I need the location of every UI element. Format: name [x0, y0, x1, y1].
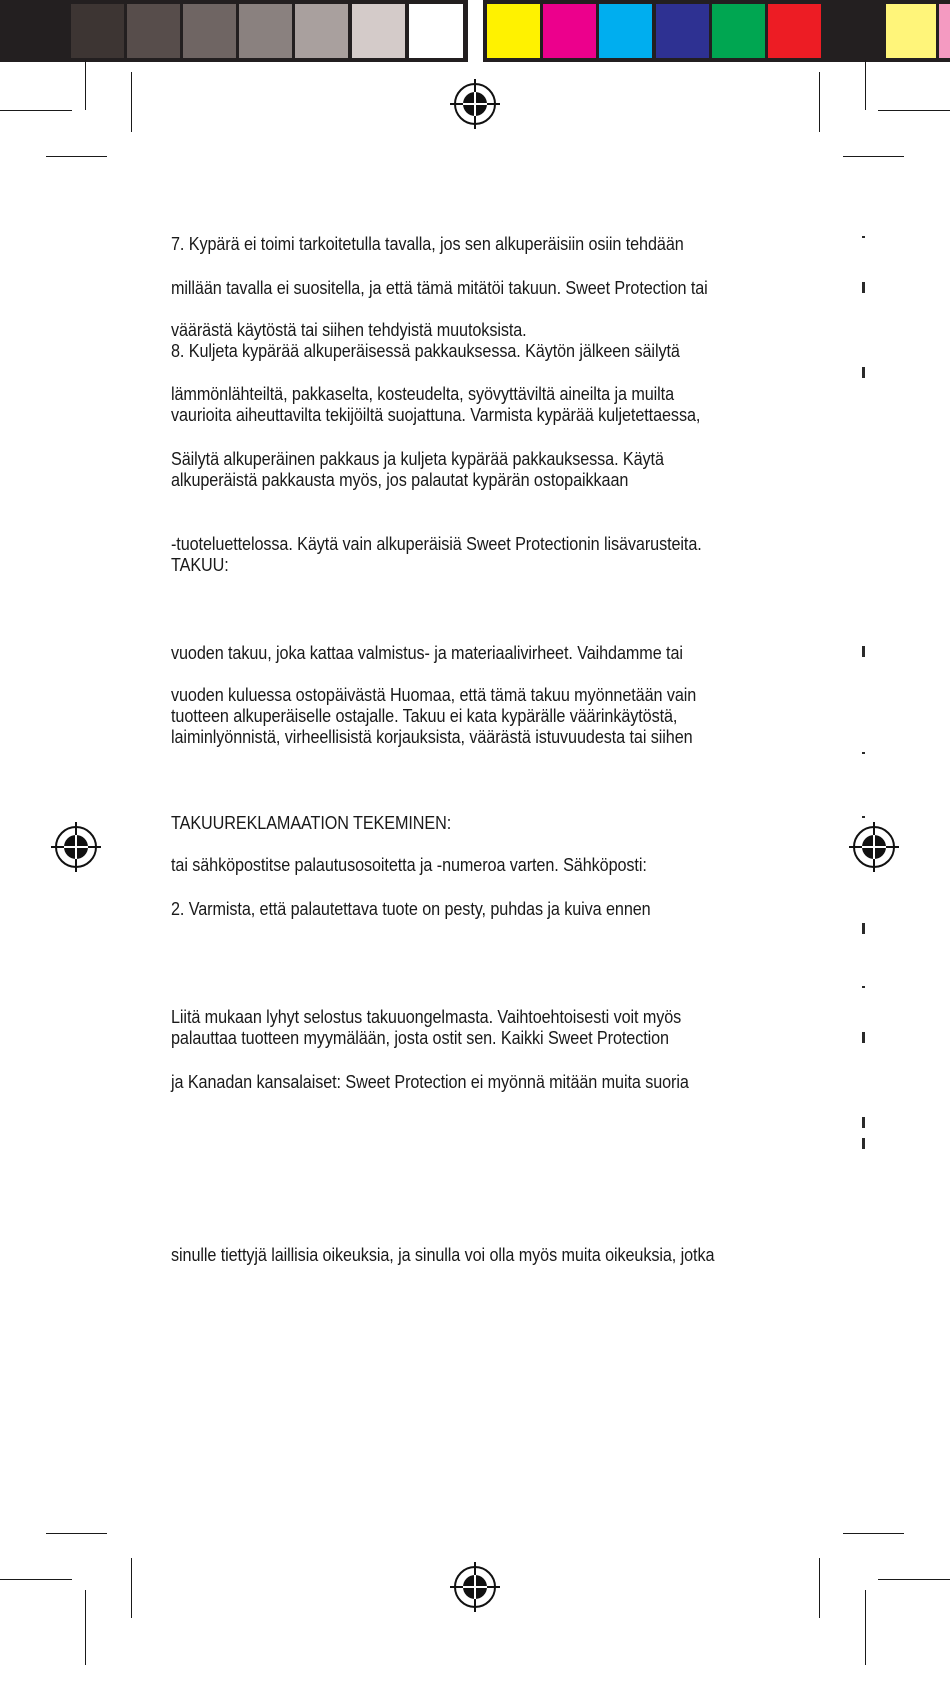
text-line: vuoden takuu, joka kattaa valmistus- ja materiaalivirheet. Vaihdamme tai	[171, 643, 683, 663]
crop-mark	[46, 1533, 107, 1534]
registration-mark-icon	[51, 822, 101, 872]
text-fragment	[862, 1032, 865, 1043]
crop-mark	[865, 1590, 866, 1665]
text-fragment	[862, 816, 865, 818]
text-line: 2. Varmista, että palautettava tuote on pesty, puhdas ja kuiva ennen	[171, 899, 651, 919]
swatch-gray-5	[239, 4, 292, 58]
swatch-gray-1	[4, 4, 68, 58]
text-fragment	[862, 986, 865, 988]
swatch-white	[409, 4, 463, 58]
text-fragment	[862, 646, 865, 657]
text-line: väärästä käytöstä tai siihen tehdyistä muutoksista.	[171, 320, 527, 340]
swatch-blue	[656, 4, 709, 58]
swatch-pink	[939, 4, 950, 58]
text-line: laiminlyönnistä, virheellisistä korjauksista, väärästä istuvuudesta tai siihen	[171, 727, 693, 747]
crop-mark	[878, 1579, 950, 1580]
registration-mark-icon	[450, 79, 500, 129]
crop-mark	[131, 72, 132, 132]
swatch-red	[768, 4, 821, 58]
crop-mark	[843, 1533, 904, 1534]
text-line: 7. Kypärä ei toimi tarkoitetulla tavalla, jos sen alkuperäisiin osiin tehdään	[171, 234, 684, 254]
text-line: millään tavalla ei suositella, ja että tämä mitätöi takuun. Sweet Protection tai	[171, 278, 708, 298]
swatch-yellow	[487, 4, 540, 58]
swatch-gray-6	[295, 4, 348, 58]
registration-mark-icon	[849, 822, 899, 872]
text-fragment	[862, 752, 865, 754]
text-line: 8. Kuljeta kypärää alkuperäisessä pakkauksessa. Käytön jälkeen säilytä	[171, 341, 680, 361]
crop-mark	[131, 1558, 132, 1618]
crop-mark	[0, 1579, 72, 1580]
registration-mark-icon	[450, 1562, 500, 1612]
text-line: tai sähköpostitse palautusosoitetta ja -numeroa varten. Sähköposti:	[171, 855, 647, 875]
text-line: vuoden kuluessa ostopäivästä Huomaa, että tämä takuu myönnetään vain	[171, 685, 697, 705]
crop-mark	[85, 1590, 86, 1665]
crop-mark	[819, 1558, 820, 1618]
swatch-gray-3	[127, 4, 180, 58]
text-line: ja Kanadan kansalaiset: Sweet Protection ei myönnä mitään muita suoria	[171, 1072, 689, 1092]
text-line: tuotteen alkuperäiselle ostajalle. Takuu ei kata kypärälle väärinkäytöstä,	[171, 706, 678, 726]
swatch-gray-4	[183, 4, 236, 58]
swatch-gray-7	[352, 4, 405, 58]
text-line: lämmönlähteiltä, pakkaselta, kosteudelta, syövyttäviltä aineilta ja muilta	[171, 384, 675, 404]
section-heading: TAKUUREKLAMAATION TEKEMINEN:	[171, 813, 452, 833]
color-calibration-bar	[0, 0, 950, 62]
text-line: sinulle tiettyjä laillisia oikeuksia, ja sinulla voi olla myös muita oikeuksia, jotka	[171, 1245, 715, 1265]
text-line: Liitä mukaan lyhyt selostus takuuongelmasta. Vaihtoehtoisesti voit myös	[171, 1007, 682, 1027]
text-fragment	[862, 1117, 865, 1128]
text-line: palauttaa tuotteen myymälään, josta ostit sen. Kaikki Sweet Protection	[171, 1028, 669, 1048]
text-fragment	[862, 236, 865, 238]
text-line: alkuperäistä pakkausta myös, jos palautat kypärän ostopaikkaan	[171, 470, 629, 490]
text-fragment	[862, 1138, 865, 1149]
section-heading: TAKUU:	[171, 555, 229, 575]
crop-mark	[843, 156, 904, 157]
text-fragment	[862, 923, 865, 934]
crop-mark	[865, 60, 866, 110]
swatch-green	[712, 4, 765, 58]
text-line: -tuoteluettelossa. Käytä vain alkuperäisiä Sweet Protectionin lisävarusteita.	[171, 534, 702, 554]
swatch-light-yellow	[886, 4, 936, 58]
crop-mark	[46, 156, 107, 157]
swatch-black	[825, 4, 883, 58]
text-line: vaurioita aiheuttavilta tekijöiltä suojattuna. Varmista kypärää kuljetettaessa,	[171, 405, 701, 425]
text-fragment	[862, 367, 865, 378]
swatch-magenta	[543, 4, 596, 58]
crop-mark	[85, 60, 86, 110]
text-line: Säilytä alkuperäinen pakkaus ja kuljeta kypärää pakkauksessa. Käytä	[171, 449, 664, 469]
swatch-cyan	[599, 4, 652, 58]
crop-mark	[878, 110, 950, 111]
swatch-gray-2	[71, 4, 124, 58]
crop-mark	[819, 72, 820, 132]
text-fragment	[862, 282, 865, 293]
crop-mark	[0, 110, 72, 111]
